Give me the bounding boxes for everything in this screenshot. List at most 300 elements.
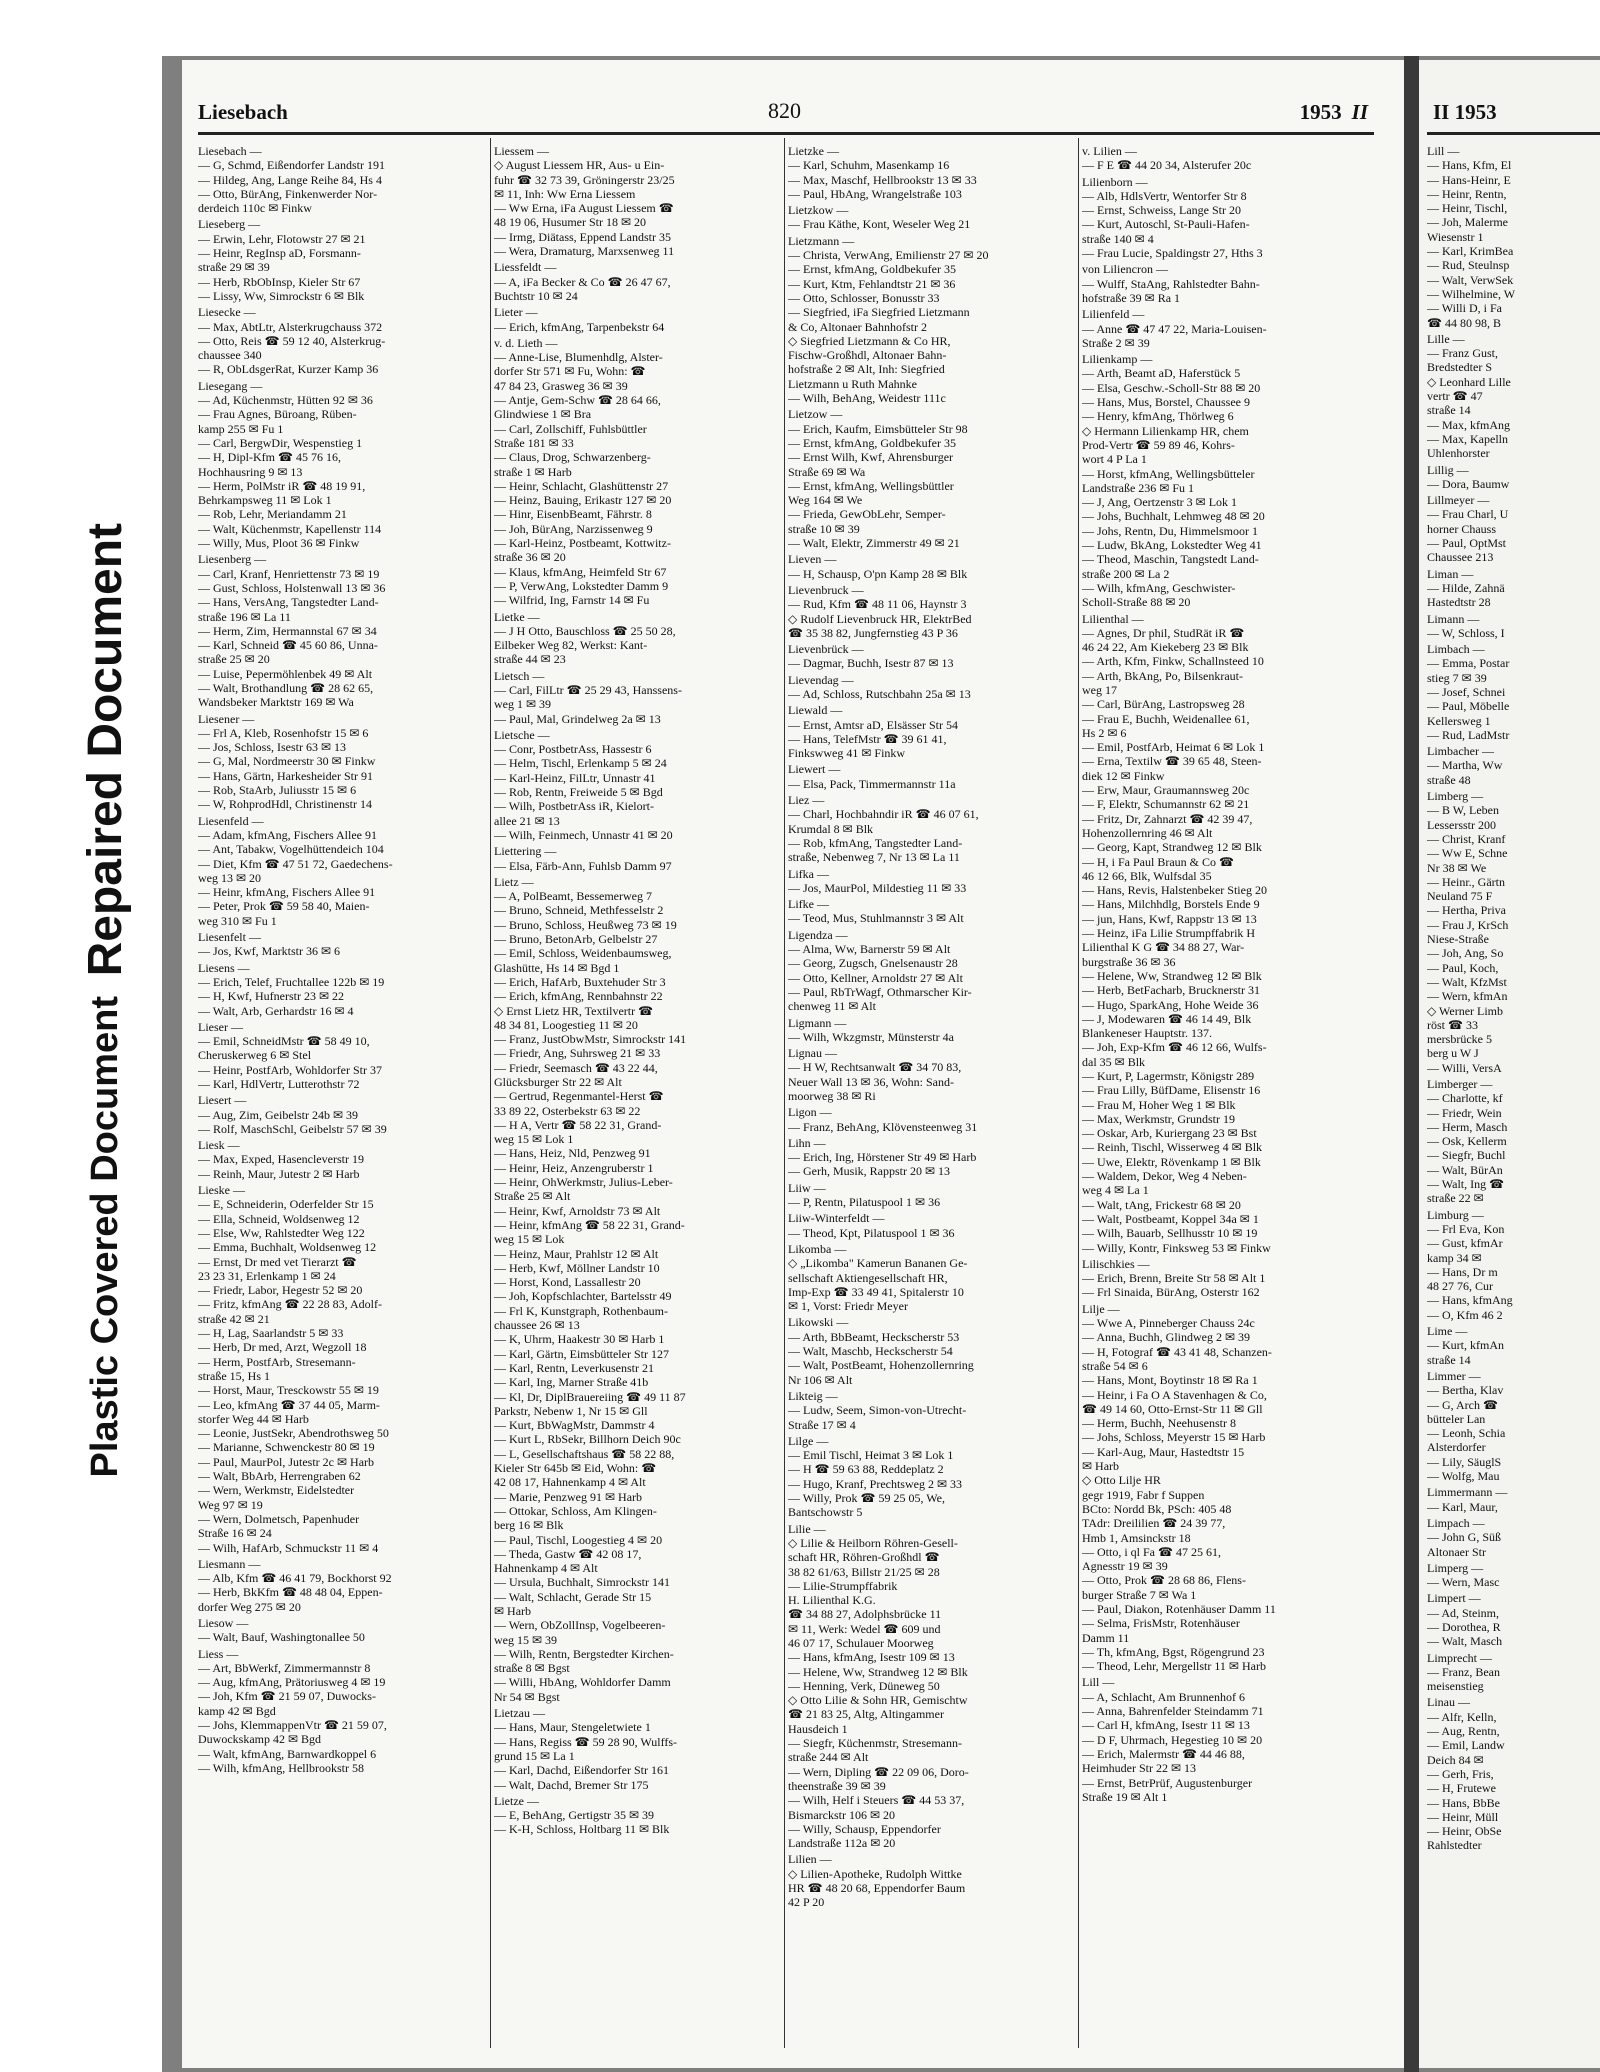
surname-heading: Lille — xyxy=(1427,331,1465,346)
directory-entry-line: — Fritz, kfmAng ☎ 22 28 83, Adolf- xyxy=(198,1297,382,1312)
directory-entry-line: Rahlstedter xyxy=(1427,1838,1482,1853)
directory-entry-line: — Wilh, HafArb, Schmuckstr 11 ✉ 4 xyxy=(198,1540,379,1555)
directory-entry-line: Straße 181 ✉ 33 xyxy=(494,435,574,450)
surname-heading: Lignau — xyxy=(788,1046,837,1061)
directory-entry-line: — Frau Lilly, BüfDame, Elisenstr 16 xyxy=(1082,1083,1261,1098)
directory-entry-line: — Hildeg, Ang, Lange Reihe 84, Hs 4 xyxy=(198,172,382,187)
directory-entry-line: — Hans, Mont, Boytinstr 18 ✉ Ra 1 xyxy=(1082,1373,1258,1388)
directory-entry-line: H. Lilienthal K.G. xyxy=(788,1593,876,1608)
directory-entry-line: — Henning, Verk, Düneweg 50 xyxy=(788,1678,940,1693)
surname-heading: Lifka — xyxy=(788,866,829,881)
surname-heading: Lietzow — xyxy=(788,407,843,422)
directory-entry-line: — Kurt, kfmAn xyxy=(1427,1338,1504,1353)
surname-heading: Ligendza — xyxy=(788,927,848,942)
directory-entry-line: — Wilfrid, Ing, Farnstr 14 ✉ Fu xyxy=(494,593,650,608)
directory-entry-line: — Rob, Rentn, Freiweide 5 ✉ Bgd xyxy=(494,785,663,800)
directory-entry-line: allee 21 ✉ 13 xyxy=(494,813,560,828)
directory-entry-line: — Henry, kfmAng, Thörlweg 6 xyxy=(1082,409,1234,424)
directory-entry-line: Glindwiese 1 ✉ Bra xyxy=(494,407,592,422)
directory-entry-line: — Wilh, Rentn, Bergstedter Kirchen- xyxy=(494,1646,674,1661)
directory-entry-line: Bantschowstr 5 xyxy=(788,1505,863,1520)
directory-entry-line: — Herb, BetFacharb, Brucknerstr 31 xyxy=(1082,983,1260,998)
directory-entry-line: — Otto, Reis ☎ 59 12 40, Alsterkrug- xyxy=(198,333,386,348)
surname-heading: Likteig — xyxy=(788,1388,838,1403)
directory-entry-line: — Reinh, Maur, Jutestr 2 ✉ Harb xyxy=(198,1166,360,1181)
surname-heading: Lieser — xyxy=(198,1019,243,1034)
directory-entry-line: ✉ 11, Werk: Wedel ☎ 609 und xyxy=(788,1621,941,1636)
directory-entry-line: — Paul, Koch, xyxy=(1427,960,1499,975)
directory-entry-line: — Emil, PostfArb, Heimat 6 ✉ Lok 1 xyxy=(1082,740,1265,755)
directory-entry-line: Lessersstr 200 xyxy=(1427,817,1496,832)
directory-entry-line: Straße 16 ✉ 24 xyxy=(198,1526,272,1541)
surname-heading: Ligon — xyxy=(788,1105,832,1120)
directory-entry-line: — Heinr, PostfArb, Wohldorfer Str 37 xyxy=(198,1062,382,1077)
directory-entry-line: — Wilh, BehAng, Weidestr 111c xyxy=(788,391,946,406)
directory-entry-line: — Rob, kfmAng, Tangstedter Land- xyxy=(788,835,963,850)
directory-entry-line: — Horst, kfmAng, Wellingsbütteler xyxy=(1082,466,1255,481)
directory-entry-line: — Wolfg, Mau xyxy=(1427,1469,1500,1484)
surname-heading: Limperg — xyxy=(1427,1560,1484,1575)
directory-entry-line: — Walt, BbArb, Herrengraben 62 xyxy=(198,1469,361,1484)
directory-entry-line: — Theod, Kpt, Pilatuspool 1 ✉ 36 xyxy=(788,1225,955,1240)
directory-entry-line: — Max, Werkmstr, Grundstr 19 xyxy=(1082,1111,1235,1126)
directory-entry-line: — G, Arch ☎ xyxy=(1427,1397,1498,1412)
directory-entry-line: — Heinr, ObSe xyxy=(1427,1824,1502,1839)
directory-entry-line: — Agnes, Dr phil, StudRät iR ☎ xyxy=(1082,625,1245,640)
directory-entry-line: — Ernst, Schweiss, Lange Str 20 xyxy=(1082,203,1241,218)
directory-entry-line: — Emil, Landw xyxy=(1427,1738,1505,1753)
directory-entry-line: — Frau Agnes, Büroang, Rüben- xyxy=(198,407,357,422)
directory-entry-line: Nr 54 ✉ Bgst xyxy=(494,1689,560,1704)
directory-entry-line: — Walt, Dachd, Bremer Str 175 xyxy=(494,1777,649,1792)
directory-entry-line: Hastedtstr 28 xyxy=(1427,595,1491,610)
directory-entry-line: — Paul, Mal, Grindelweg 2a ✉ 13 xyxy=(494,711,661,726)
surname-heading: Liiw — xyxy=(788,1180,826,1195)
directory-entry-line: Hs 2 ✉ 6 xyxy=(1082,725,1127,740)
adjacent-running-head: II 1953 xyxy=(1433,100,1497,124)
directory-entry-line: — Alb, HdlsVertr, Wentorfer Str 8 xyxy=(1082,188,1247,203)
directory-entry-line: — H, Fotograf ☎ 43 41 48, Schanzen- xyxy=(1082,1344,1272,1359)
directory-entry-line: chaussee 26 ✉ 13 xyxy=(494,1318,580,1333)
year: 1953 xyxy=(1299,100,1342,124)
surname-heading: Liessfeldt — xyxy=(494,260,557,275)
directory-entry-line: weg 15 ✉ 39 xyxy=(494,1632,558,1647)
directory-entry-line: — Christ, Kranf xyxy=(1427,831,1506,846)
directory-entry-line: — Wilh, kfmAng, Hellbrookstr 58 xyxy=(198,1760,364,1775)
directory-entry-line: — H, Lag, Saarlandstr 5 ✉ 33 xyxy=(198,1326,344,1341)
directory-entry-line: — Friedr, Ang, Suhrsweg 21 ✉ 33 xyxy=(494,1046,661,1061)
directory-column-1 xyxy=(198,142,486,2042)
directory-entry-line: — Friedr, Labor, Hegestr 52 ✉ 20 xyxy=(198,1283,363,1298)
directory-entry-line: — Arth, Kfm, Finkw, Schallnsteed 10 xyxy=(1082,654,1264,669)
directory-entry-line: — Erwin, Lehr, Flotowstr 27 ✉ 21 xyxy=(198,231,366,246)
directory-entry-line: burger Straße 7 ✉ Wa 1 xyxy=(1082,1587,1197,1602)
directory-entry-line: — Max, Kapelln xyxy=(1427,431,1508,446)
directory-entry-line: Landstraße 236 ✉ Fu 1 xyxy=(1082,480,1195,495)
surname-heading: Liesecke — xyxy=(198,305,256,320)
directory-entry-line: — Heinr, Rentn, xyxy=(1427,186,1507,201)
running-head-title: Liesebach xyxy=(198,100,288,124)
directory-entry-line: Scholl-Straße 88 ✉ 20 xyxy=(1082,595,1191,610)
side-label xyxy=(30,522,180,1478)
directory-entry-line: Straße 69 ✉ Wa xyxy=(788,464,866,479)
directory-entry-line: — Alfr, Kelln, xyxy=(1427,1709,1497,1724)
directory-entry-line: — Wern, Werkmstr, Eidelstedter xyxy=(198,1483,355,1498)
directory-entry-line: ◇ Siegfried Lietzmann & Co HR, xyxy=(788,333,951,348)
directory-entry-line: ◇ Leonhard Lille xyxy=(1427,374,1511,389)
surname-heading: Lieter — xyxy=(494,305,538,320)
directory-entry-line: — Siegfr, Küchenmstr, Stresemann- xyxy=(788,1736,962,1751)
page-number: 820 xyxy=(768,98,801,123)
surname-heading: Lieseberg — xyxy=(198,217,261,232)
directory-entry-line: Uhlenhorster xyxy=(1427,446,1490,461)
adjacent-page xyxy=(1419,60,1600,2068)
directory-entry-line: straße 29 ✉ 39 xyxy=(198,260,270,275)
directory-entry-line: — Frl A, Kleb, Rosenhofstr 15 ✉ 6 xyxy=(198,725,369,740)
surname-heading: Limmermann — xyxy=(1427,1485,1508,1500)
directory-entry-line: Eilbeker Weg 82, Werkst: Kant- xyxy=(494,638,648,653)
directory-entry-line: — Rud, Kfm ☎ 48 11 06, Haynstr 3 xyxy=(788,597,967,612)
directory-entry-line: — Fritz, Dr, Zahnarzt ☎ 42 39 47, xyxy=(1082,811,1253,826)
surname-heading: Limpert — xyxy=(1427,1591,1481,1606)
directory-entry-line: — Heinr, Tischl, xyxy=(1427,201,1508,216)
directory-entry-line: — Lilie-Strumpffabrik xyxy=(788,1578,898,1593)
directory-entry-line: — Peter, Prok ☎ 59 58 40, Maien- xyxy=(198,899,370,914)
directory-entry-line: — K-H, Schloss, Holtbarg 11 ✉ Blk xyxy=(494,1822,670,1837)
directory-entry-line: — Frl Sinaida, BürAng, Osterstr 162 xyxy=(1082,1285,1260,1300)
surname-heading: Likowski — xyxy=(788,1315,849,1330)
directory-entry-line: — Anne ☎ 47 47 22, Maria-Louisen- xyxy=(1082,321,1267,336)
surname-heading: Lietzau — xyxy=(494,1706,545,1721)
directory-entry-line: 33 89 22, Osterbekstr 63 ✉ 22 xyxy=(494,1103,641,1118)
directory-entry-line: — W, RohprodHdl, Christinenstr 14 xyxy=(198,797,373,812)
directory-entry-line: — Heinr, Heiz, Anzengruberstr 1 xyxy=(494,1160,654,1175)
directory-entry-line: — Herm, Masch xyxy=(1427,1119,1508,1134)
surname-heading: Lilischkies — xyxy=(1082,1256,1150,1271)
surname-heading: Lievenbrück — xyxy=(788,642,864,657)
directory-entry-line: — Frau Charl, U xyxy=(1427,507,1509,522)
directory-entry-line: Duwockskamp 42 ✉ Bgd xyxy=(198,1732,322,1747)
directory-page xyxy=(182,60,1404,2068)
directory-entry-line: Straße 19 ✉ Alt 1 xyxy=(1082,1789,1168,1804)
directory-entry-line: — Ella, Schneid, Woldsenweg 12 xyxy=(198,1211,360,1226)
directory-entry-line: — Otto, Prok ☎ 28 68 86, Flens- xyxy=(1082,1573,1246,1588)
directory-entry-line: Agnesstr 19 ✉ 39 xyxy=(1082,1559,1168,1574)
directory-entry-line: ◇ Rudolf Lievenbruck HR, ElektrBed xyxy=(788,611,972,626)
directory-entry-line: — Elsa, Färb-Ann, Fuhlsb Damm 97 xyxy=(494,858,672,873)
directory-entry-line: Weg 97 ✉ 19 xyxy=(198,1497,263,1512)
directory-entry-line: Lietzmann u Ruth Mahnke xyxy=(788,376,917,391)
directory-entry-line: Fischw-Großhdl, Altonaer Bahn- xyxy=(788,348,947,363)
plastic-covered-label: Plastic Covered Document xyxy=(83,995,126,1478)
directory-entry-line: — Karl, Dachd, Eißendorfer Str 161 xyxy=(494,1763,669,1778)
directory-entry-line: Straße 25 ✉ Alt xyxy=(494,1189,571,1204)
directory-entry-line: straße, Nebenweg 7, Nr 13 ✉ La 11 xyxy=(788,850,960,865)
directory-entry-line: — Hans, Mus, Borstel, Chaussee 9 xyxy=(1082,395,1250,410)
directory-entry-line: — Hertha, Priva xyxy=(1427,903,1506,918)
directory-entry-line: — Rob, Lehr, Meriandamm 21 xyxy=(198,507,347,522)
directory-entry-line: — Ernst Wilh, Kwf, Ahrensburger xyxy=(788,450,954,465)
directory-entry-line: Landstraße 112a ✉ 20 xyxy=(788,1836,896,1851)
directory-entry-line: — Ludw, Seem, Simon-von-Utrecht- xyxy=(788,1403,967,1418)
directory-entry-line: Wiesenstr 1 xyxy=(1427,229,1484,244)
directory-entry-line: Hausdeich 1 xyxy=(788,1721,848,1736)
directory-entry-line: — Karl, Maur, xyxy=(1427,1499,1498,1514)
directory-entry-line: straße 200 ✉ La 2 xyxy=(1082,566,1170,581)
directory-entry-line: Weg 164 ✉ We xyxy=(788,493,863,508)
directory-entry-line: — Walt, BürAn xyxy=(1427,1162,1503,1177)
directory-entry-line: — Kurt, P, Lagermstr, Königstr 289 xyxy=(1082,1069,1255,1083)
directory-entry-line: Hohenzollernring 46 ✉ Alt xyxy=(1082,825,1213,840)
directory-entry-line: Damm 11 xyxy=(1082,1630,1130,1645)
directory-entry-line: — Joh, Malerme xyxy=(1427,215,1508,230)
directory-entry-line: — Diet, Kfm ☎ 47 51 72, Gaedechens- xyxy=(198,856,393,871)
surname-heading: Limprecht — xyxy=(1427,1650,1492,1665)
directory-entry-line: — Paul, OptMst xyxy=(1427,536,1507,551)
directory-entry-line: — Kurt, Autoschl, St-Pauli-Hafen- xyxy=(1082,217,1250,232)
directory-entry-line: — Emil, Schloss, Weidenbaumsweg, xyxy=(494,946,672,961)
directory-entry-line: — R, ObLdsgerRat, Kurzer Kamp 36 xyxy=(198,362,379,377)
directory-entry-line: ✉ Harb xyxy=(494,1603,532,1618)
surname-heading: Lilge — xyxy=(788,1433,829,1448)
directory-entry-line: Straße 17 ✉ 4 xyxy=(788,1417,856,1432)
surname-heading: Lilien — xyxy=(788,1852,832,1867)
directory-entry-line: straße 36 ✉ 20 xyxy=(494,550,566,565)
surname-heading: Lilje — xyxy=(1082,1301,1120,1316)
directory-entry-line: — Rud, LadMstr xyxy=(1427,727,1510,742)
directory-entry-line: — Heinr, Schlacht, Glashüttenstr 27 xyxy=(494,478,669,493)
directory-entry-line: ☎ 21 83 25, Altg, Altingammer xyxy=(788,1707,944,1722)
directory-entry-line: — Emma, Buchhalt, Woldsenweg 12 xyxy=(198,1240,377,1255)
directory-entry-line: — E, BehAng, Gertigstr 35 ✉ 39 xyxy=(494,1808,655,1823)
directory-entry-line: — Karl, HdlVertr, Lutterothstr 72 xyxy=(198,1077,360,1091)
directory-entry-line: ☎ 35 38 82, Jungfernstieg 43 P 36 xyxy=(788,625,958,640)
surname-heading: Liessem — xyxy=(494,144,549,158)
directory-entry-line: — Herb, Kwf, Möllner Landstr 10 xyxy=(494,1260,660,1275)
directory-entry-line: — Karl, Schneid ☎ 45 60 86, Unna- xyxy=(198,638,378,653)
directory-entry-line: — Walt, tAng, Frickestr 68 ✉ 20 xyxy=(1082,1197,1241,1212)
directory-entry-line: — Walt, PostBeamt, Hohenzollernring xyxy=(788,1358,974,1373)
directory-entry-line: straße 244 ✉ Alt xyxy=(788,1750,869,1765)
directory-entry-line: fuhr ☎ 32 73 39, Gröningerstr 23/25 xyxy=(494,172,675,187)
directory-entry-line: — H, Dipl-Kfm ☎ 45 76 16, xyxy=(198,450,341,465)
directory-entry-line: — Walt, kfmAng, Barnwardkoppel 6 xyxy=(198,1746,377,1761)
directory-entry-line: Parkstr, Nebenw 1, Nr 15 ✉ Gll xyxy=(494,1403,648,1418)
directory-entry-line: — Anne-Lise, Blumenhdlg, Alster- xyxy=(494,350,663,365)
directory-entry-line: Deich 84 ✉ xyxy=(1427,1752,1484,1767)
directory-entry-line: — F E ☎ 44 20 34, Alsterufer 20c xyxy=(1082,158,1252,173)
directory-entry-line: storfer Weg 44 ✉ Harb xyxy=(198,1411,309,1426)
directory-entry-line: ☎ 44 80 98, B xyxy=(1427,315,1501,330)
directory-entry-line: — Karl-Heinz, FilLtr, Unnastr 41 xyxy=(494,770,656,785)
directory-entry-line: Buchtstr 10 ✉ 24 xyxy=(494,288,578,303)
directory-entry-line: Niese-Straße xyxy=(1427,932,1489,947)
surname-heading: Liewert — xyxy=(788,762,841,777)
directory-entry-line: — Max, kfmAng xyxy=(1427,417,1510,432)
surname-heading: Liesener — xyxy=(198,711,255,726)
directory-entry-line: — Ernst, kfmAng, Goldbekufer 35 xyxy=(788,435,956,450)
directory-entry-line: — Walt, Bauf, Washingtonallee 50 xyxy=(198,1630,365,1645)
directory-entry-line: Hochhausring 9 ✉ 13 xyxy=(198,464,303,479)
directory-entry-line: — Rob, StaArb, Juliusstr 15 ✉ 6 xyxy=(198,783,357,798)
directory-entry-line: — Herm, Buchh, Neehusenstr 8 xyxy=(1082,1416,1236,1431)
directory-entry-line: — Hugo, Kranf, Prechtsweg 2 ✉ 33 xyxy=(788,1476,963,1491)
surname-heading: Lillig — xyxy=(1427,462,1469,477)
surname-heading: Liesert — xyxy=(198,1093,247,1108)
directory-entry-line: ✉ 11, Inh: Ww Erna Liessem xyxy=(494,186,636,201)
directory-entry-line: — Theda, Gastw ☎ 42 08 17, xyxy=(494,1546,642,1561)
directory-entry-line: — Lissy, Ww, Simrockstr 6 ✉ Blk xyxy=(198,288,365,303)
directory-entry-line: — Wilh, Wkzgmstr, Münsterstr 4a xyxy=(788,1029,954,1044)
directory-entry-line: weg 13 ✉ 20 xyxy=(198,870,262,885)
directory-entry-line: — Hans, Revis, Halstenbeker Stieg 20 xyxy=(1082,883,1267,898)
directory-entry-line: — Osk, Kellerm xyxy=(1427,1134,1507,1149)
directory-entry-line: ◇ Werner Limb xyxy=(1427,1003,1504,1018)
directory-entry-line: — Art, BbWerkf, Zimmermannstr 8 xyxy=(198,1660,371,1675)
surname-heading: Limberger — xyxy=(1427,1077,1493,1091)
directory-entry-line: ◇ Lilie & Heilborn Röhren-Gesell- xyxy=(788,1535,958,1550)
directory-entry-line: derdeich 110c ✉ Finkw xyxy=(198,201,312,216)
surname-heading: Limbacher — xyxy=(1427,744,1494,759)
directory-entry-line: — Leonie, JustSekr, Abendrothsweg 50 xyxy=(198,1426,389,1441)
directory-entry-line: — Walt, Masch xyxy=(1427,1634,1503,1649)
directory-entry-line: — Erich, HafArb, Buxtehuder Str 3 xyxy=(494,974,666,989)
surname-heading: Lietsche — xyxy=(494,727,550,742)
directory-entry-line: — G, Schmd, Eißendorfer Landstr 191 xyxy=(198,158,385,173)
directory-entry-line: Glashütte, Hs 14 ✉ Bgd 1 xyxy=(494,960,620,975)
directory-entry-line: — A, PolBeamt, Bessemerweg 7 xyxy=(494,889,652,904)
directory-entry-line: Neuer Wall 13 ✉ 36, Wohn: Sand- xyxy=(788,1074,954,1089)
directory-entry-line: — Hans, BbBe xyxy=(1427,1795,1500,1810)
directory-entry-line: — Bertha, Klav xyxy=(1427,1383,1504,1398)
directory-entry-line: — Emil, SchneidMstr ☎ 58 49 10, xyxy=(198,1034,370,1049)
directory-entry-line: — Jos, Schloss, Isestr 63 ✉ 13 xyxy=(198,740,347,755)
directory-entry-line: — Anna, Bahrenfelder Steindamm 71 xyxy=(1082,1704,1264,1719)
directory-entry-line: — Marianne, Schwenckestr 80 ✉ 19 xyxy=(198,1440,375,1455)
directory-entry-line: gegr 1919, Fabr f Suppen xyxy=(1082,1487,1205,1502)
directory-entry-line: — Frau M, Hoher Weg 1 ✉ Blk xyxy=(1082,1097,1236,1112)
volume: II xyxy=(1351,100,1368,124)
directory-entry-line: — Heinr, OhWerkmstr, Julius-Leber- xyxy=(494,1175,673,1190)
directory-entry-line: — P, VerwAng, Lokstedter Damm 9 xyxy=(494,578,669,593)
directory-entry-line: — Erich, kfmAng, Tarpenbekstr 64 xyxy=(494,319,665,334)
directory-entry-line: — Waldem, Dekor, Weg 4 Neben- xyxy=(1082,1169,1247,1184)
directory-entry-line: — Oskar, Arb, Kuriergang 23 ✉ Bst xyxy=(1082,1126,1257,1141)
directory-entry-line: — Ad, Küchenmstr, Hütten 92 ✉ 36 xyxy=(198,393,373,408)
directory-entry-line: — Martha, Ww xyxy=(1427,758,1503,773)
directory-entry-line: — Ww Erna, iFa August Liessem ☎ xyxy=(494,201,674,216)
directory-entry-line: — Claus, Drog, Schwarzenberg- xyxy=(494,450,651,465)
surname-heading: Lilienfeld — xyxy=(1082,307,1145,322)
directory-entry-line: theenstraße 39 ✉ 39 xyxy=(788,1778,886,1793)
directory-entry-line: — Paul, HbAng, Wrangelstraße 103 xyxy=(788,186,962,201)
directory-entry-line: — Jos, Kwf, Marktstr 36 ✉ 6 xyxy=(198,944,341,959)
directory-entry-line: ☎ 34 88 27, Adolphsbrücke 11 xyxy=(788,1607,942,1622)
directory-entry-line: — Carl, BürAng, Lastropsweg 28 xyxy=(1082,697,1245,712)
directory-entry-line: — Ludw, BkAng, Lokstedter Weg 41 xyxy=(1082,538,1262,553)
directory-entry-line: 46 24 22, Am Kiekeberg 23 ✉ Blk xyxy=(1082,640,1249,655)
directory-entry-line: — Carl H, kfmAng, Isestr 11 ✉ 13 xyxy=(1082,1718,1250,1733)
surname-heading: Liesegang — xyxy=(198,378,263,393)
directory-entry-line: — Hans, TelefMstr ☎ 39 61 41, xyxy=(788,731,947,746)
directory-entry-line: — Willy, Schausp, Eppendorfer xyxy=(788,1821,941,1836)
running-head-year xyxy=(1300,100,1368,125)
directory-entry-line: — Heinr, kfmAng, Fischers Allee 91 xyxy=(198,885,376,900)
directory-entry-line: — H, i Fa Paul Braun & Co ☎ xyxy=(1082,854,1234,869)
directory-entry-line: straße 22 ✉ xyxy=(1427,1191,1484,1206)
directory-entry-line: — Hans, kfmAng xyxy=(1427,1293,1513,1308)
surname-heading: Limpach — xyxy=(1427,1515,1485,1530)
directory-entry-line: 48 19 06, Husumer Str 18 ✉ 20 xyxy=(494,215,647,230)
directory-entry-line: diek 12 ✉ Finkw xyxy=(1082,768,1165,783)
surname-heading: Lievendag — xyxy=(788,672,854,687)
surname-heading: Liman — xyxy=(1427,566,1474,581)
directory-entry-line: berg 16 ✉ Blk xyxy=(494,1518,564,1533)
directory-entry-line: — Georg, Zugsch, Gnelsenaustr 28 xyxy=(788,956,958,971)
directory-entry-line: — Wulff, StaAng, Rahlstedter Bahn- xyxy=(1082,276,1260,291)
surname-heading: Ligmann — xyxy=(788,1015,847,1030)
surname-heading: Liess — xyxy=(198,1646,239,1661)
directory-entry-line: — A, Schlacht, Am Brunnenhof 6 xyxy=(1082,1689,1245,1704)
directory-entry-line: — Georg, Kapt, Strandweg 12 ✉ Blk xyxy=(1082,840,1262,855)
surname-heading: Limmer — xyxy=(1427,1368,1481,1383)
directory-entry-line: Hahnenkamp 4 ✉ Alt xyxy=(494,1561,598,1576)
directory-entry-line: — Siegfried, iFa Siegfried Lietzmann xyxy=(788,305,970,320)
directory-entry-line: — Wilh, PostbetrAss iR, Kielort- xyxy=(494,799,654,814)
directory-entry-line: — Carl, Kranf, Henriettenstr 73 ✉ 19 xyxy=(198,566,380,581)
directory-entry-line: — J H Otto, Bauschloss ☎ 25 50 28, xyxy=(494,623,676,638)
directory-entry-line: straße 25 ✉ 20 xyxy=(198,652,270,667)
directory-entry-line: — Kurt, Ktm, Fehlandtstr 21 ✉ 36 xyxy=(788,276,956,291)
directory-entry-line: — Theod, Lehr, Mergellstr 11 ✉ Harb xyxy=(1082,1659,1266,1674)
directory-entry-line: — Wilh, kfmAng, Geschwister- xyxy=(1082,580,1236,595)
directory-entry-line: — Carl, Zollschiff, Fuhlsbüttler xyxy=(494,421,647,436)
directory-entry-line: — Walt, Schlacht, Gerade Str 15 xyxy=(494,1589,652,1604)
surname-heading: Lieven — xyxy=(788,552,837,567)
directory-entry-line: kamp 34 ✉ xyxy=(1427,1250,1482,1265)
directory-entry-line: — K, Uhrm, Haakestr 30 ✉ Harb 1 xyxy=(494,1332,665,1347)
directory-entry-line: — Ad, Schloss, Rutschbahn 25a ✉ 13 xyxy=(788,686,971,701)
adjacent-page-column xyxy=(1427,142,1600,2042)
surname-heading: Liesebach — xyxy=(198,144,262,158)
directory-entry-line: — Leonh, Schia xyxy=(1427,1426,1506,1441)
directory-entry-line: — Helene, Ww, Strandweg 12 ✉ Blk xyxy=(1082,968,1262,983)
directory-entry-line: — Th, kfmAng, Bgst, Rögengrund 23 xyxy=(1082,1644,1265,1659)
directory-entry-line: — Hans, Kfm, El xyxy=(1427,158,1512,173)
surname-heading: v. d. Lieth — xyxy=(494,335,558,350)
directory-entry-line: ☎ 49 14 60, Otto-Ernst-Str 11 ✉ Gll xyxy=(1082,1401,1263,1416)
directory-entry-line: — Hans, VersAng, Tangstedter Land- xyxy=(198,595,379,610)
directory-entry-line: — Otto, Kellner, Arnoldstr 27 ✉ Alt xyxy=(788,970,963,985)
directory-entry-line: 42 P 20 xyxy=(788,1895,825,1910)
directory-entry-line: — Heinr, Kwf, Arnoldstr 73 ✉ Alt xyxy=(494,1203,661,1218)
surname-heading: Lietzke — xyxy=(788,144,839,158)
directory-entry-line: — Hans, Milchhdlg, Borstels Ende 9 xyxy=(1082,897,1260,912)
directory-entry-line: — D F, Uhrmach, Hegestieg 10 ✉ 20 xyxy=(1082,1732,1263,1747)
directory-entry-line: ◇ „Likomba" Kamerun Bananen Ge- xyxy=(788,1256,968,1271)
directory-entry-line: — Max, Maschf, Hellbrookstr 13 ✉ 33 xyxy=(788,172,977,187)
directory-entry-line: — Charlotte, kf xyxy=(1427,1091,1503,1106)
surname-heading: Lill — xyxy=(1427,144,1460,158)
surname-heading: Linau — xyxy=(1427,1695,1470,1710)
directory-entry-line: — O, Kfm 46 2 xyxy=(1427,1307,1503,1322)
directory-entry-line: Alsterdorfer xyxy=(1427,1440,1486,1455)
directory-entry-line: — Frl Eva, Kon xyxy=(1427,1221,1505,1236)
directory-entry-line: weg 1 ✉ 39 xyxy=(494,697,552,712)
directory-entry-line: Hmb 1, Amsinckstr 18 xyxy=(1082,1530,1191,1545)
directory-entry-line: — Hilde, Zahnä xyxy=(1427,580,1505,595)
surname-heading: Liesenfeld — xyxy=(198,813,264,828)
